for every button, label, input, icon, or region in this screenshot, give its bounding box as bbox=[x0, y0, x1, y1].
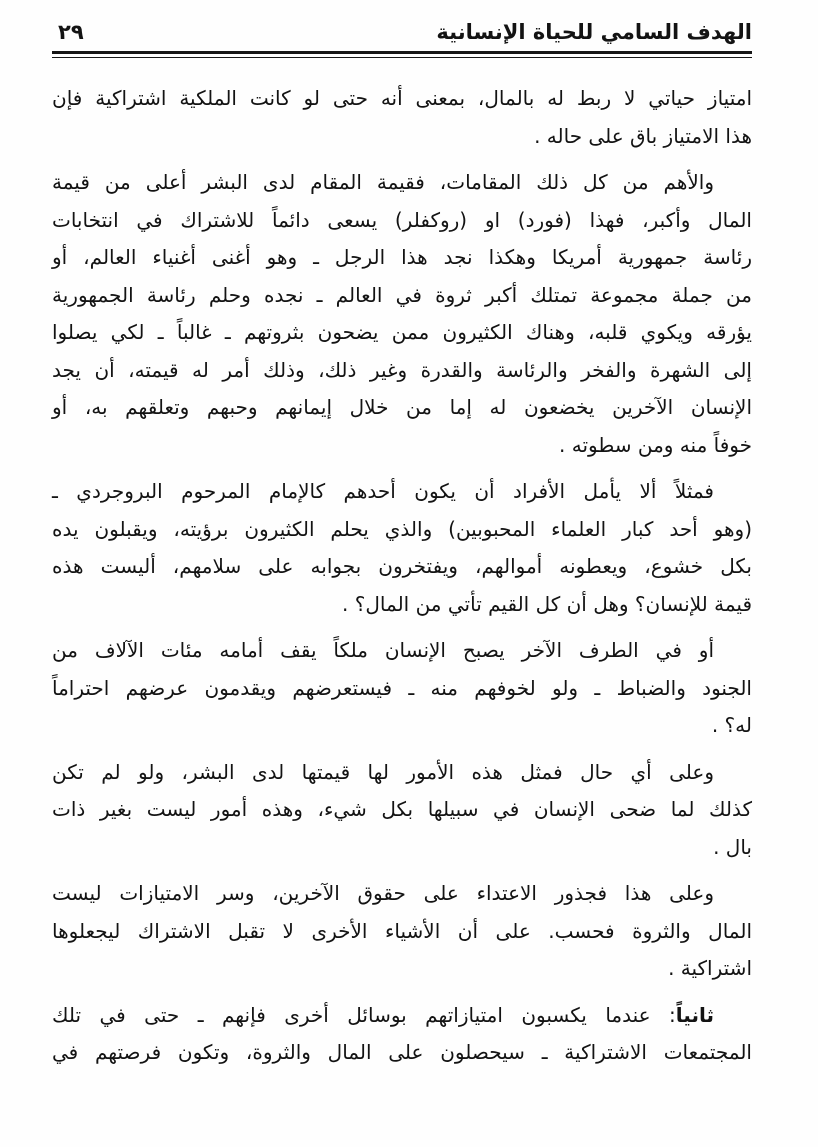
page-header bbox=[52, 20, 752, 44]
paragraph bbox=[52, 473, 752, 623]
text-line: بال . bbox=[713, 834, 752, 859]
paragraph bbox=[52, 80, 752, 155]
text-line: امتياز حياتي لا ربط له بالمال، بمعنى أنه حتى لو كانت الملكية اشتراكية فإن bbox=[52, 86, 752, 110]
text-line: إلى الشهرة والفخر والرئاسة والقدرة وغير ذلك، وذلك أمر له قيمته، أن يجد bbox=[52, 357, 752, 382]
paragraph bbox=[52, 997, 752, 1072]
divider-thick-rule bbox=[52, 51, 752, 54]
text-line: الجنود والضباط ـ ولو لخوفهم منه ـ فيستعرضهم ويقدمون عرضهم احتراماً bbox=[52, 675, 752, 700]
text-line: خوفاً منه ومن سطوته . bbox=[559, 432, 752, 457]
text-line: (وهو أحد كبار العلماء المحبوبين) والذي يحلم الكثيرون برؤيته، ويقبلون يده bbox=[52, 516, 752, 541]
paragraph bbox=[52, 164, 752, 464]
text-line: المال وأكبر، فهذا (فورد) او (روكفلر) يسعى دائماً للاشتراك في انتخابات bbox=[52, 207, 752, 232]
bold-lead-word: ثانياً bbox=[675, 1002, 714, 1027]
paragraph bbox=[52, 632, 752, 745]
text-line: الإنسان الآخرين يخضعون له إما من خلال إيمانهم وحبهم وتعلقهم به، أو bbox=[52, 395, 752, 419]
text-line: اشتراكية . bbox=[668, 956, 752, 980]
text-line bbox=[52, 997, 752, 1035]
paragraph bbox=[52, 754, 752, 867]
text-line: قيمة للإنسان؟ وهل أن كل القيم تأتي من المال؟ . bbox=[342, 591, 752, 616]
text-line: المال والثروة فحسب. على أن الأشياء الأخرى لا تقبل الاشتراك ليجعلوها bbox=[52, 918, 752, 943]
text-line: وعلى أي حال فمثل هذه الأمور لها قيمتها لدى البشر، ولو لم تكن bbox=[52, 759, 714, 784]
header-divider bbox=[52, 51, 752, 58]
divider-thin-rule bbox=[52, 57, 752, 58]
text-line: بكل خشوع، ويعطونه أموالهم، ويفتخرون بجوابه على سلامهم، أليست هذه bbox=[52, 554, 752, 578]
page-number: ٢٩ bbox=[58, 20, 84, 44]
text-line: هذا الامتياز باق على حاله . bbox=[534, 123, 752, 148]
page-body bbox=[52, 80, 752, 1072]
text-line: يؤرقه ويكوي قلبه، وهناك الكثيرون ممن يضحون بثروتهم ـ غالباً ـ لكي يصلوا bbox=[52, 320, 752, 344]
text-line: أو في الطرف الآخر يصبح الإنسان ملكاً يقف أمامه مئات الآلاف من bbox=[52, 638, 714, 662]
text-line: من جملة مجموعة تمتلك أكبر ثروة في العالم ـ نجده وحلم رئاسة الجمهورية bbox=[52, 282, 752, 307]
text-line: المجتمعات الاشتراكية ـ سيحصلون على المال والثروة، وتكون فرصتهم في bbox=[52, 1040, 752, 1064]
text-line: والأهم من كل ذلك المقامات، فقيمة المقام لدى البشر أعلى من قيمة bbox=[52, 170, 714, 194]
page-title: الهدف السامي للحياة الإنسانية bbox=[436, 20, 752, 44]
text-line: رئاسة جمهورية أمريكا وهكذا نجد هذا الرجل ـ وهو أغنى أغنياء العالم، أو bbox=[52, 245, 752, 269]
text-line: له؟ . bbox=[711, 713, 752, 737]
paragraph bbox=[52, 875, 752, 988]
text-line: فمثلاً ألا يأمل الأفراد أن يكون أحدهم كالإمام المرحوم البروجردي ـ bbox=[52, 479, 714, 503]
text-line: وعلى هذا فجذور الاعتداء على حقوق الآخرين، وسر الامتيازات ليست bbox=[52, 881, 714, 905]
text-line: كذلك لما ضحى الإنسان في سبيلها بكل شيء، وهذه أمور ليست بغير ذات bbox=[52, 797, 752, 821]
line-segment: : عندما يكسبون امتيازاتهم بوسائل أخرى فإنهم ـ حتى في تلك bbox=[52, 1002, 676, 1027]
